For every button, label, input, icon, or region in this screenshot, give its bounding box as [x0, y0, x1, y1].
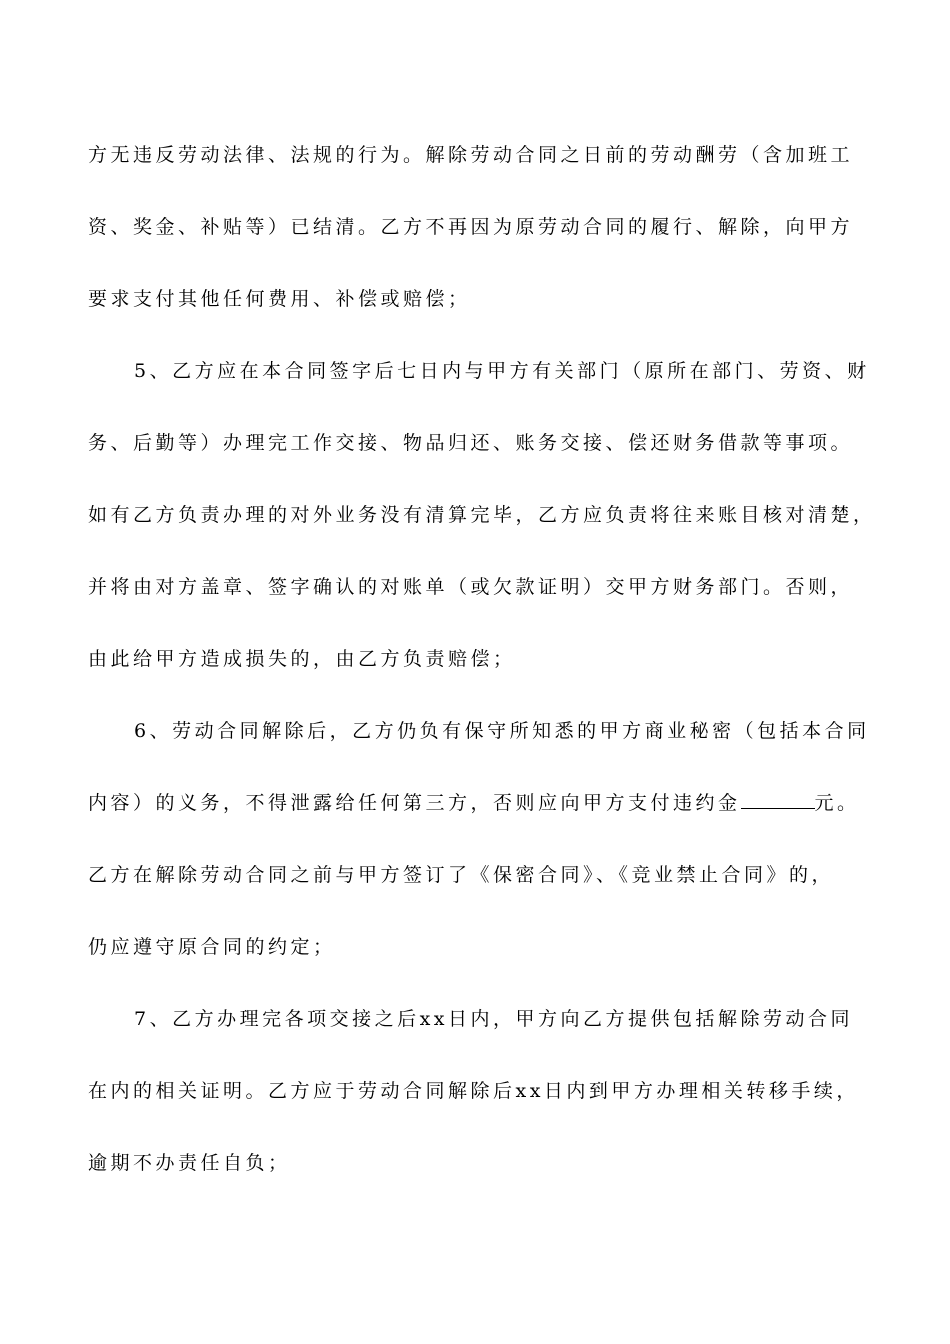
text-line: 逾期不办责任自负； — [88, 1152, 291, 1174]
text-line: 仍应遵守原合同的约定； — [88, 936, 336, 958]
text-line: 方无违反劳动法律、法规的行为。解除劳动合同之日前的劳动酬劳（含加班工 — [88, 144, 854, 166]
paragraph-first-line: 7、乙方办理完各项交接之后xx日内，甲方向乙方提供包括解除劳动合同 — [134, 1008, 854, 1030]
text-line: 由此给甲方造成损失的，由乙方负责赔偿； — [88, 648, 516, 670]
text-segment: 元。 — [814, 792, 860, 814]
text-line: 如有乙方负责办理的对外业务没有清算完毕，乙方应负责将往来账目核对清楚， — [88, 504, 876, 526]
text-segment: 内容）的义务，不得泄露给任何第三方，否则应向甲方支付违约金 — [88, 792, 741, 814]
text-line: 在内的相关证明。乙方应于劳动合同解除后xx日内到甲方办理相关转移手续， — [88, 1080, 859, 1102]
text-line — [88, 791, 860, 815]
text-line: 并将由对方盖章、签字确认的对账单（或欠款证明）交甲方财务部门。否则， — [88, 576, 854, 598]
text-line: 资、奖金、补贴等）已结清。乙方不再因为原劳动合同的履行、解除，向甲方 — [88, 216, 854, 238]
text-line: 务、后勤等）办理完工作交接、物品归还、账务交接、偿还财务借款等事项。 — [88, 432, 854, 454]
paragraph-first-line: 6、劳动合同解除后，乙方仍负有保守所知悉的甲方商业秘密（包括本合同 — [134, 720, 870, 742]
paragraph-first-line: 5、乙方应在本合同签字后七日内与甲方有关部门（原所在部门、劳资、财 — [134, 360, 870, 382]
text-line: 要求支付其他任何费用、补偿或赔偿； — [88, 288, 471, 310]
fill-in-blank — [741, 792, 815, 809]
text-line: 乙方在解除劳动合同之前与甲方签订了《保密合同》、《竞业禁止合同》的， — [88, 864, 835, 886]
